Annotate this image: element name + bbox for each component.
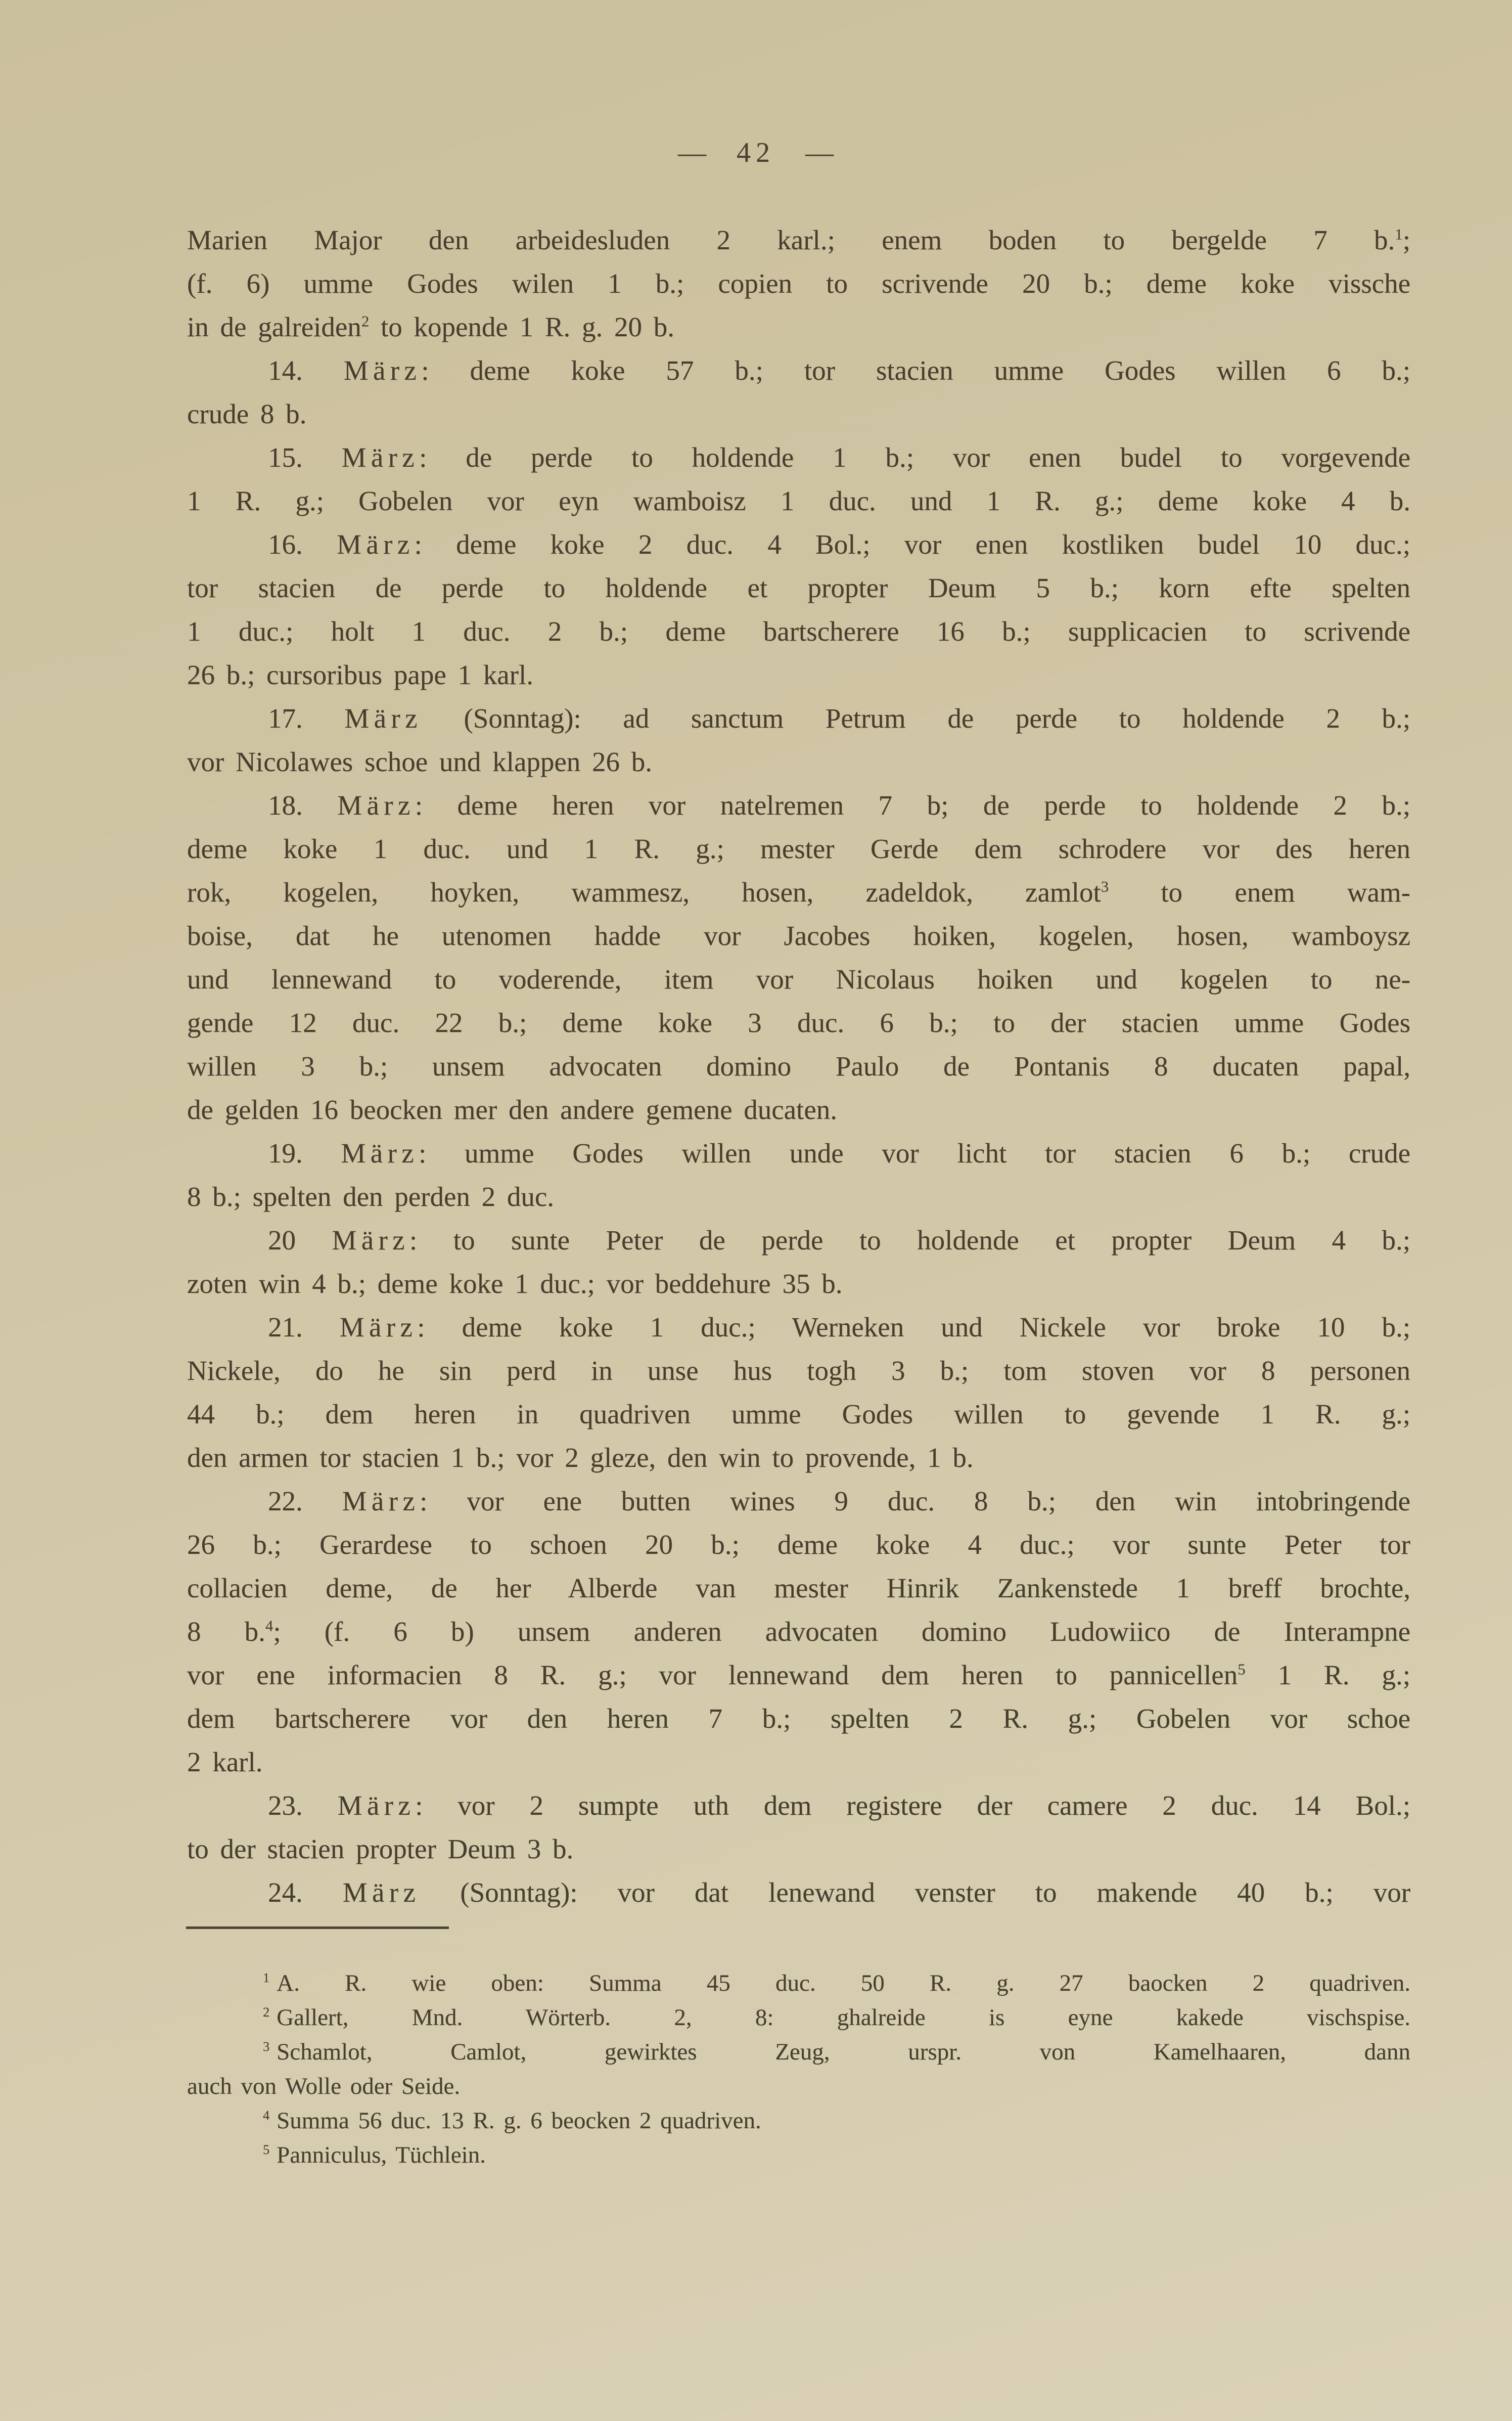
text-line: [187, 392, 1410, 436]
text-run: 8 b.; spelten den perden 2 duc.: [187, 1181, 555, 1212]
text-line: [187, 1088, 1410, 1132]
text-run: 2 karl.: [187, 1746, 263, 1777]
text-line: [187, 1871, 1410, 1914]
footnote-marker: 3: [263, 2039, 270, 2054]
text-line: [187, 1653, 1410, 1697]
text-line: [187, 479, 1410, 523]
text-line: [187, 1784, 1410, 1827]
paragraph: [187, 1306, 1410, 1480]
text-run: 21.: [268, 1312, 340, 1342]
text-line: [187, 1045, 1410, 1088]
text-run: 8 b.: [187, 1616, 265, 1647]
footnote-marker: 2: [263, 2005, 270, 2020]
text-line: [187, 1306, 1410, 1349]
text-line: [187, 1523, 1410, 1566]
paragraph: [187, 218, 1410, 349]
text-line: [187, 566, 1410, 610]
paragraph: [187, 1784, 1410, 1871]
text-run: vor ene informacien 8 R. g.; vor lennewand dem heren to pannicellen: [187, 1660, 1238, 1690]
text-run: ;: [1402, 225, 1410, 255]
text-run: Marien Major den arbeidesluden 2 karl.; enem boden to bergelde 7 b.: [187, 225, 1395, 255]
text-run: 1 duc.; holt 1 duc. 2 b.; deme bartscherere 16 b.; supplicacien to scrivende: [187, 616, 1410, 647]
text-line: [187, 305, 1410, 349]
footnote-text: A. R. wie oben: Summa 45 duc. 50 R. g. 27 baocken 2 quadriven.: [277, 1970, 1410, 1996]
footnote-marker: 1: [263, 1970, 270, 1986]
text-line: [187, 958, 1410, 1001]
footnote-text: Summa 56 duc. 13 R. g. 6 beocken 2 quadriven.: [277, 2108, 761, 2134]
footnote-ref: 3: [1101, 878, 1109, 895]
footnote: [187, 2103, 1410, 2138]
text-line: [187, 1610, 1410, 1653]
text-run: vor Nicolawes schoe und klappen 26 b.: [187, 746, 653, 777]
spaced-date: März: [332, 1225, 409, 1256]
text-line: [187, 697, 1410, 740]
text-run: zoten win 4 b.; deme koke 1 duc.; vor beddehure 35 b.: [187, 1268, 843, 1299]
text-run: 1 R. g.;: [1245, 1660, 1411, 1690]
text-run: 26 b.; cursoribus pape 1 karl.: [187, 659, 533, 690]
text-run: gende 12 duc. 22 b.; deme koke 3 duc. 6 b.; to der stacien umme Godes: [187, 1007, 1410, 1038]
text-line: [187, 262, 1410, 305]
text-line: [187, 914, 1410, 958]
paragraph: [187, 1480, 1410, 1784]
text-run: Nickele, do he sin perd in unse hus togh 3 b.; tom stoven vor 8 personen: [187, 1355, 1410, 1386]
spaced-date: März: [337, 790, 415, 821]
text-run: to enem wam-: [1109, 877, 1410, 908]
text-line: [187, 653, 1410, 697]
footnote-text: Schamlot, Camlot, gewirktes Zeug, urspr. von Kamelhaaren, dann: [277, 2039, 1410, 2065]
text-line: [187, 218, 1410, 262]
text-line: [187, 1566, 1410, 1610]
page-number: 42: [737, 137, 775, 168]
text-run: deme koke 1 duc. und 1 R. g.; mester Gerde dem schrodere vor des heren: [187, 833, 1410, 864]
footnote-text: auch von Wolle oder Seide.: [187, 2073, 461, 2099]
footnote-line: [187, 2138, 1410, 2172]
text-line: [187, 784, 1410, 827]
text-run: : deme koke 1 duc.; Werneken und Nickele vor broke 10 b.;: [417, 1312, 1410, 1342]
text-line: [187, 1827, 1410, 1871]
spaced-date: März: [339, 1312, 418, 1342]
text-line: [187, 1001, 1410, 1045]
text-line: [187, 1436, 1410, 1480]
footnote-ref: 2: [361, 312, 370, 330]
text-run: in de galreiden: [187, 311, 361, 342]
footnote-line: [187, 2035, 1410, 2069]
text-run: rok, kogelen, hoyken, wammesz, hosen, zadeldok, zamlot: [187, 877, 1101, 908]
footnote-ref: 5: [1238, 1661, 1246, 1678]
text-run: : vor ene butten wines 9 duc. 8 b.; den win intobringende: [420, 1486, 1411, 1516]
text-run: 1 R. g.; Gobelen vor eyn wamboisz 1 duc. und 1 R. g.; deme koke 4 b.: [187, 485, 1410, 516]
text-run: 24.: [268, 1877, 343, 1908]
footnote-ref: 1: [1395, 226, 1403, 243]
paragraph: [187, 1871, 1410, 1914]
spaced-date: März: [344, 703, 422, 734]
text-run: willen 3 b.; unsem advocaten domino Paulo de Pontanis 8 ducaten papal,: [187, 1051, 1410, 1082]
spaced-date: März: [337, 1790, 416, 1821]
text-run: : deme heren vor natelremen 7 b; de perde to holdende 2 b.;: [415, 790, 1410, 821]
text-run: 17.: [268, 703, 345, 734]
paragraph: [187, 697, 1410, 784]
footnote-text: Panniculus, Tüchlein.: [277, 2142, 486, 2168]
footnote-line: [187, 2000, 1410, 2035]
paragraph: [187, 436, 1410, 523]
footnote-line: [187, 1966, 1410, 2000]
page-number-header: [144, 138, 1367, 168]
footnote-ref: 4: [265, 1617, 273, 1635]
footnote-separator: [186, 1926, 449, 1929]
text-line: [187, 1132, 1410, 1175]
text-run: dem bartscherere vor den heren 7 b.; spelten 2 R. g.; Gobelen vor schoe: [187, 1703, 1410, 1734]
text-line: [187, 610, 1410, 653]
footnote: [187, 2035, 1410, 2103]
footnote-marker: 4: [263, 2108, 270, 2123]
text-run: 20: [268, 1225, 332, 1256]
text-run: 18.: [268, 790, 338, 821]
footnote-text: Gallert, Mnd. Wörterb. 2, 8: ghalreide is eyne kakede vischspise.: [277, 2004, 1410, 2031]
text-line: [187, 1349, 1410, 1393]
text-run: 15.: [268, 442, 342, 473]
footnote-line: [187, 2103, 1410, 2138]
header-dash-left: —: [678, 137, 706, 168]
text-run: : deme koke 2 duc. 4 Bol.; vor enen kostliken budel 10 duc.;: [414, 529, 1410, 560]
text-run: und lennewand to voderende, item vor Nicolaus hoiken und kogelen to ne-: [187, 964, 1410, 995]
text-run: 16.: [268, 529, 337, 560]
spaced-date: März: [342, 1486, 420, 1516]
text-line: [187, 523, 1410, 566]
text-line: [187, 827, 1410, 871]
text-run: : to sunte Peter de perde to holdende et propter Deum 4 b.;: [409, 1225, 1411, 1256]
text-run: : deme koke 57 b.; tor stacien umme Godes willen 6 b.;: [421, 355, 1411, 386]
footnote: [187, 2000, 1410, 2035]
text-run: : umme Godes willen unde vor licht tor stacien 6 b.; crude: [418, 1138, 1410, 1169]
text-run: ; (f. 6 b) unsem anderen advocaten domino Ludowiico de Interampne: [273, 1616, 1411, 1647]
text-run: boise, dat he utenomen hadde vor Jacobes hoiken, kogelen, hosen, wamboysz: [187, 920, 1410, 951]
text-run: 23.: [268, 1790, 338, 1821]
text-line: [187, 1175, 1410, 1219]
spaced-date: März: [342, 1877, 421, 1908]
text-line: [187, 436, 1410, 479]
text-run: 19.: [268, 1138, 341, 1169]
text-run: (Sonntag): vor dat lenewand venster to makende 40 b.; vor: [420, 1877, 1411, 1908]
footnotes-block: [187, 1966, 1410, 2172]
body-text: [187, 218, 1410, 1914]
text-line: [187, 1740, 1410, 1784]
text-run: 14.: [268, 355, 344, 386]
text-run: den armen tor stacien 1 b.; vor 2 gleze, den win to provende, 1 b.: [187, 1442, 974, 1473]
spaced-date: März: [337, 529, 415, 560]
text-run: tor stacien de perde to holdende et propter Deum 5 b.; korn efte spelten: [187, 572, 1410, 603]
paragraph: [187, 1219, 1410, 1306]
spaced-date: März: [341, 442, 420, 473]
text-run: (f. 6) umme Godes wilen 1 b.; copien to scrivende 20 b.; deme koke vissche: [187, 268, 1410, 299]
text-run: (Sonntag): ad sanctum Petrum de perde to holdende 2 b.;: [422, 703, 1410, 734]
text-run: : de perde to holdende 1 b.; vor enen budel to vorgevende: [419, 442, 1411, 473]
footnote: [187, 1966, 1410, 2000]
text-run: crude 8 b.: [187, 398, 307, 429]
text-run: : vor 2 sumpte uth dem registere der camere 2 duc. 14 Bol.;: [415, 1790, 1411, 1821]
text-run: 44 b.; dem heren in quadriven umme Godes willen to gevende 1 R. g.;: [187, 1399, 1410, 1429]
spaced-date: März: [341, 1138, 419, 1169]
text-line: [187, 1262, 1410, 1306]
footnote-line: [187, 2069, 1410, 2103]
paragraph: [187, 784, 1410, 1132]
text-run: to kopende 1 R. g. 20 b.: [369, 311, 675, 342]
spaced-date: März: [343, 355, 422, 386]
text-line: [187, 871, 1410, 914]
text-line: [187, 1219, 1410, 1262]
paragraph: [187, 349, 1410, 436]
text-line: [187, 740, 1410, 784]
text-run: 26 b.; Gerardese to schoen 20 b.; deme koke 4 duc.; vor sunte Peter tor: [187, 1529, 1410, 1560]
text-run: to der stacien propter Deum 3 b.: [187, 1833, 574, 1864]
text-run: collacien deme, de her Alberde van mester Hinrik Zankenstede 1 breff brochte,: [187, 1573, 1410, 1603]
footnote-marker: 5: [263, 2142, 270, 2158]
text-line: [187, 1480, 1410, 1523]
text-run: 22.: [268, 1486, 342, 1516]
text-line: [187, 1697, 1410, 1740]
text-line: [187, 1393, 1410, 1436]
header-dash-right: —: [805, 137, 834, 168]
text-run: de gelden 16 beocken mer den andere gemene ducaten.: [187, 1094, 838, 1125]
paragraph: [187, 523, 1410, 697]
footnote: [187, 2138, 1410, 2172]
text-line: [187, 349, 1410, 392]
paragraph: [187, 1132, 1410, 1219]
